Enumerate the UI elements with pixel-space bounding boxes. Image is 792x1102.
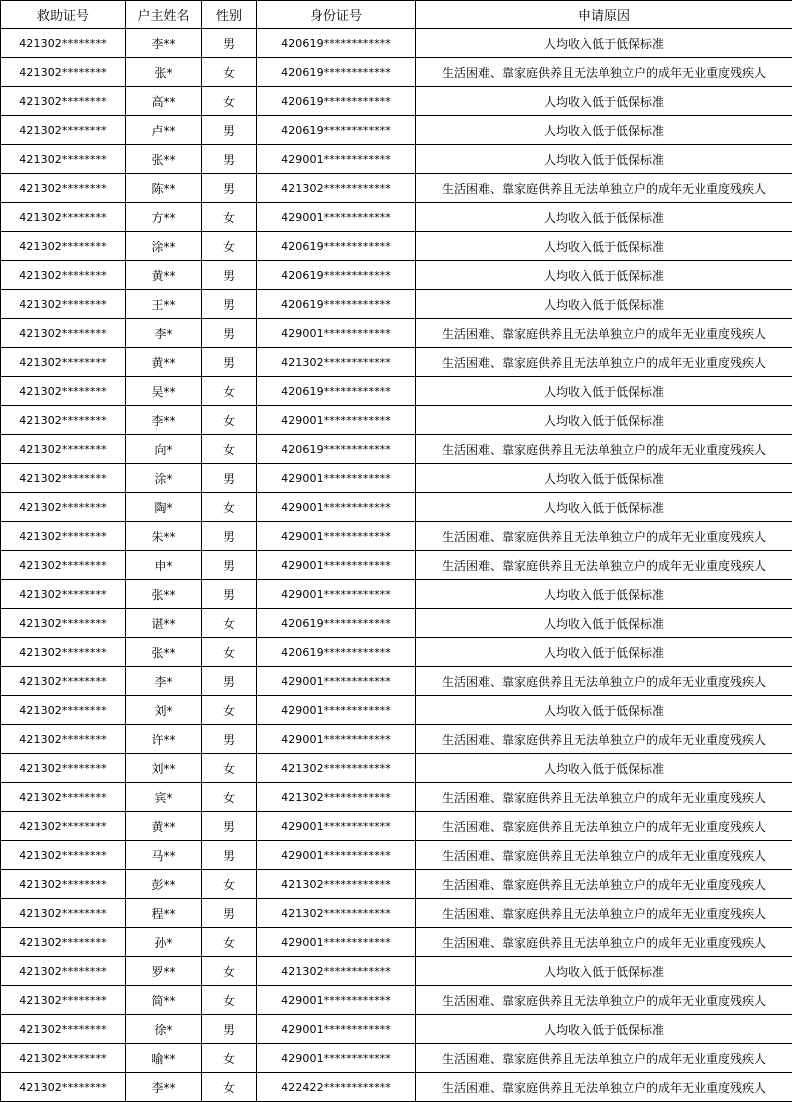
reason-cell: 生活困难、靠家庭供养且无法单独立户的成年无业重度残疾人 bbox=[416, 812, 792, 841]
gender-cell: 女 bbox=[202, 638, 257, 667]
gender-cell: 女 bbox=[202, 870, 257, 899]
id-number-cell: 421302************ bbox=[257, 174, 416, 203]
table-row bbox=[1, 870, 792, 899]
reason-cell: 人均收入低于低保标准 bbox=[416, 261, 792, 290]
name-cell: 徐* bbox=[126, 1015, 202, 1044]
gender-cell: 男 bbox=[202, 667, 257, 696]
reason-cell: 人均收入低于低保标准 bbox=[416, 580, 792, 609]
name-cell: 彭** bbox=[126, 870, 202, 899]
table-row bbox=[1, 261, 792, 290]
id-number-cell: 420619************ bbox=[257, 87, 416, 116]
table-row bbox=[1, 1015, 792, 1044]
id-number-cell: 420619************ bbox=[257, 261, 416, 290]
header-householder-name: 户主姓名 bbox=[126, 1, 202, 29]
gender-cell: 男 bbox=[202, 116, 257, 145]
gender-cell: 男 bbox=[202, 899, 257, 928]
table-row bbox=[1, 783, 792, 812]
gender-cell: 女 bbox=[202, 377, 257, 406]
table-row bbox=[1, 232, 792, 261]
name-cell: 李* bbox=[126, 667, 202, 696]
gender-cell: 男 bbox=[202, 29, 257, 58]
id-number-cell: 429001************ bbox=[257, 928, 416, 957]
reason-cell: 生活困难、靠家庭供养且无法单独立户的成年无业重度残疾人 bbox=[416, 899, 792, 928]
reason-cell: 生活困难、靠家庭供养且无法单独立户的成年无业重度残疾人 bbox=[416, 174, 792, 203]
table-row bbox=[1, 348, 792, 377]
name-cell: 孙* bbox=[126, 928, 202, 957]
name-cell: 陶* bbox=[126, 493, 202, 522]
id-number-cell: 421302************ bbox=[257, 957, 416, 986]
reason-cell: 人均收入低于低保标准 bbox=[416, 290, 792, 319]
gender-cell: 女 bbox=[202, 609, 257, 638]
relief-id-cell: 421302******** bbox=[1, 145, 126, 174]
reason-cell: 生活困难、靠家庭供养且无法单独立户的成年无业重度残疾人 bbox=[416, 725, 792, 754]
reason-cell: 生活困难、靠家庭供养且无法单独立户的成年无业重度残疾人 bbox=[416, 348, 792, 377]
reason-cell: 生活困难、靠家庭供养且无法单独立户的成年无业重度残疾人 bbox=[416, 1073, 792, 1102]
relief-id-cell: 421302******** bbox=[1, 638, 126, 667]
name-cell: 宾* bbox=[126, 783, 202, 812]
name-cell: 涂* bbox=[126, 464, 202, 493]
name-cell: 刘* bbox=[126, 696, 202, 725]
gender-cell: 男 bbox=[202, 580, 257, 609]
id-number-cell: 420619************ bbox=[257, 29, 416, 58]
gender-cell: 女 bbox=[202, 435, 257, 464]
table-row bbox=[1, 406, 792, 435]
name-cell: 高** bbox=[126, 87, 202, 116]
table-row bbox=[1, 29, 792, 58]
name-cell: 申* bbox=[126, 551, 202, 580]
id-number-cell: 421302************ bbox=[257, 348, 416, 377]
name-cell: 黄** bbox=[126, 261, 202, 290]
name-cell: 吴** bbox=[126, 377, 202, 406]
gender-cell: 女 bbox=[202, 957, 257, 986]
reason-cell: 人均收入低于低保标准 bbox=[416, 87, 792, 116]
header-row bbox=[1, 1, 792, 29]
reason-cell: 生活困难、靠家庭供养且无法单独立户的成年无业重度残疾人 bbox=[416, 551, 792, 580]
reason-cell: 人均收入低于低保标准 bbox=[416, 203, 792, 232]
relief-id-cell: 421302******** bbox=[1, 551, 126, 580]
reason-cell: 人均收入低于低保标准 bbox=[416, 1015, 792, 1044]
gender-cell: 男 bbox=[202, 812, 257, 841]
reason-cell: 生活困难、靠家庭供养且无法单独立户的成年无业重度残疾人 bbox=[416, 1044, 792, 1073]
name-cell: 许** bbox=[126, 725, 202, 754]
reason-cell: 生活困难、靠家庭供养且无法单独立户的成年无业重度残疾人 bbox=[416, 928, 792, 957]
header-relief-id: 救助证号 bbox=[1, 1, 126, 29]
name-cell: 王** bbox=[126, 290, 202, 319]
relief-id-cell: 421302******** bbox=[1, 1044, 126, 1073]
relief-id-cell: 421302******** bbox=[1, 754, 126, 783]
table-row bbox=[1, 551, 792, 580]
id-number-cell: 420619************ bbox=[257, 116, 416, 145]
reason-cell: 人均收入低于低保标准 bbox=[416, 116, 792, 145]
reason-cell: 生活困难、靠家庭供养且无法单独立户的成年无业重度残疾人 bbox=[416, 783, 792, 812]
relief-id-cell: 421302******** bbox=[1, 725, 126, 754]
relief-id-cell: 421302******** bbox=[1, 29, 126, 58]
id-number-cell: 421302************ bbox=[257, 899, 416, 928]
id-number-cell: 420619************ bbox=[257, 435, 416, 464]
name-cell: 朱** bbox=[126, 522, 202, 551]
gender-cell: 女 bbox=[202, 696, 257, 725]
id-number-cell: 429001************ bbox=[257, 406, 416, 435]
id-number-cell: 429001************ bbox=[257, 841, 416, 870]
name-cell: 马** bbox=[126, 841, 202, 870]
table-row bbox=[1, 319, 792, 348]
relief-id-cell: 421302******** bbox=[1, 696, 126, 725]
name-cell: 张** bbox=[126, 638, 202, 667]
name-cell: 陈** bbox=[126, 174, 202, 203]
gender-cell: 男 bbox=[202, 464, 257, 493]
table-row bbox=[1, 812, 792, 841]
name-cell: 张* bbox=[126, 58, 202, 87]
gender-cell: 男 bbox=[202, 1015, 257, 1044]
id-number-cell: 429001************ bbox=[257, 522, 416, 551]
id-number-cell: 420619************ bbox=[257, 232, 416, 261]
reason-cell: 生活困难、靠家庭供养且无法单独立户的成年无业重度残疾人 bbox=[416, 435, 792, 464]
table-row bbox=[1, 377, 792, 406]
relief-id-cell: 421302******** bbox=[1, 493, 126, 522]
gender-cell: 女 bbox=[202, 232, 257, 261]
relief-id-cell: 421302******** bbox=[1, 435, 126, 464]
relief-id-cell: 421302******** bbox=[1, 812, 126, 841]
gender-cell: 女 bbox=[202, 1044, 257, 1073]
table-row bbox=[1, 145, 792, 174]
relief-id-cell: 421302******** bbox=[1, 899, 126, 928]
id-number-cell: 421302************ bbox=[257, 754, 416, 783]
name-cell: 向* bbox=[126, 435, 202, 464]
gender-cell: 女 bbox=[202, 406, 257, 435]
gender-cell: 男 bbox=[202, 319, 257, 348]
name-cell: 李** bbox=[126, 406, 202, 435]
id-number-cell: 429001************ bbox=[257, 203, 416, 232]
reason-cell: 生活困难、靠家庭供养且无法单独立户的成年无业重度残疾人 bbox=[416, 841, 792, 870]
gender-cell: 女 bbox=[202, 754, 257, 783]
header-reason: 申请原因 bbox=[416, 1, 792, 29]
table-row bbox=[1, 899, 792, 928]
id-number-cell: 429001************ bbox=[257, 812, 416, 841]
gender-cell: 女 bbox=[202, 203, 257, 232]
name-cell: 李* bbox=[126, 319, 202, 348]
reason-cell: 生活困难、靠家庭供养且无法单独立户的成年无业重度残疾人 bbox=[416, 870, 792, 899]
gender-cell: 女 bbox=[202, 928, 257, 957]
id-number-cell: 420619************ bbox=[257, 58, 416, 87]
table-row bbox=[1, 174, 792, 203]
table-row bbox=[1, 290, 792, 319]
table-row bbox=[1, 1044, 792, 1073]
table-row bbox=[1, 725, 792, 754]
table-row bbox=[1, 986, 792, 1015]
table-row bbox=[1, 667, 792, 696]
name-cell: 张** bbox=[126, 145, 202, 174]
name-cell: 谌** bbox=[126, 609, 202, 638]
id-number-cell: 429001************ bbox=[257, 145, 416, 174]
relief-id-cell: 421302******** bbox=[1, 290, 126, 319]
id-number-cell: 429001************ bbox=[257, 551, 416, 580]
relief-id-cell: 421302******** bbox=[1, 522, 126, 551]
reason-cell: 人均收入低于低保标准 bbox=[416, 232, 792, 261]
table-row bbox=[1, 58, 792, 87]
relief-id-cell: 421302******** bbox=[1, 58, 126, 87]
table-row bbox=[1, 609, 792, 638]
table-row bbox=[1, 841, 792, 870]
id-number-cell: 429001************ bbox=[257, 319, 416, 348]
relief-id-cell: 421302******** bbox=[1, 464, 126, 493]
relief-id-cell: 421302******** bbox=[1, 580, 126, 609]
relief-id-cell: 421302******** bbox=[1, 377, 126, 406]
gender-cell: 女 bbox=[202, 87, 257, 116]
id-number-cell: 429001************ bbox=[257, 464, 416, 493]
id-number-cell: 429001************ bbox=[257, 725, 416, 754]
reason-cell: 生活困难、靠家庭供养且无法单独立户的成年无业重度残疾人 bbox=[416, 667, 792, 696]
gender-cell: 女 bbox=[202, 58, 257, 87]
relief-id-cell: 421302******** bbox=[1, 348, 126, 377]
name-cell: 简** bbox=[126, 986, 202, 1015]
gender-cell: 男 bbox=[202, 145, 257, 174]
relief-id-cell: 421302******** bbox=[1, 986, 126, 1015]
relief-id-cell: 421302******** bbox=[1, 319, 126, 348]
relief-id-cell: 421302******** bbox=[1, 928, 126, 957]
id-number-cell: 420619************ bbox=[257, 638, 416, 667]
gender-cell: 男 bbox=[202, 841, 257, 870]
id-number-cell: 429001************ bbox=[257, 1015, 416, 1044]
table-row bbox=[1, 1073, 792, 1102]
reason-cell: 人均收入低于低保标准 bbox=[416, 145, 792, 174]
relief-id-cell: 421302******** bbox=[1, 232, 126, 261]
gender-cell: 男 bbox=[202, 725, 257, 754]
id-number-cell: 429001************ bbox=[257, 580, 416, 609]
table-row bbox=[1, 87, 792, 116]
gender-cell: 女 bbox=[202, 1073, 257, 1102]
table-row bbox=[1, 435, 792, 464]
gender-cell: 男 bbox=[202, 551, 257, 580]
reason-cell: 人均收入低于低保标准 bbox=[416, 29, 792, 58]
relief-id-cell: 421302******** bbox=[1, 957, 126, 986]
name-cell: 程** bbox=[126, 899, 202, 928]
table-row bbox=[1, 493, 792, 522]
reason-cell: 人均收入低于低保标准 bbox=[416, 406, 792, 435]
gender-cell: 男 bbox=[202, 348, 257, 377]
name-cell: 喻** bbox=[126, 1044, 202, 1073]
reason-cell: 人均收入低于低保标准 bbox=[416, 957, 792, 986]
gender-cell: 男 bbox=[202, 290, 257, 319]
name-cell: 方** bbox=[126, 203, 202, 232]
relief-id-cell: 421302******** bbox=[1, 174, 126, 203]
reason-cell: 人均收入低于低保标准 bbox=[416, 377, 792, 406]
id-number-cell: 422422************ bbox=[257, 1073, 416, 1102]
id-number-cell: 420619************ bbox=[257, 609, 416, 638]
gender-cell: 男 bbox=[202, 174, 257, 203]
relief-id-cell: 421302******** bbox=[1, 667, 126, 696]
reason-cell: 生活困难、靠家庭供养且无法单独立户的成年无业重度残疾人 bbox=[416, 522, 792, 551]
reason-cell: 人均收入低于低保标准 bbox=[416, 493, 792, 522]
gender-cell: 女 bbox=[202, 783, 257, 812]
reason-cell: 人均收入低于低保标准 bbox=[416, 464, 792, 493]
name-cell: 涂** bbox=[126, 232, 202, 261]
table-row bbox=[1, 696, 792, 725]
relief-id-cell: 421302******** bbox=[1, 1073, 126, 1102]
name-cell: 李** bbox=[126, 1073, 202, 1102]
id-number-cell: 429001************ bbox=[257, 986, 416, 1015]
reason-cell: 人均收入低于低保标准 bbox=[416, 609, 792, 638]
table-row bbox=[1, 116, 792, 145]
name-cell: 刘** bbox=[126, 754, 202, 783]
reason-cell: 人均收入低于低保标准 bbox=[416, 754, 792, 783]
table-row bbox=[1, 580, 792, 609]
id-number-cell: 429001************ bbox=[257, 696, 416, 725]
gender-cell: 女 bbox=[202, 986, 257, 1015]
table-row bbox=[1, 203, 792, 232]
name-cell: 张** bbox=[126, 580, 202, 609]
relief-id-cell: 421302******** bbox=[1, 870, 126, 899]
reason-cell: 生活困难、靠家庭供养且无法单独立户的成年无业重度残疾人 bbox=[416, 58, 792, 87]
id-number-cell: 429001************ bbox=[257, 1044, 416, 1073]
id-number-cell: 420619************ bbox=[257, 290, 416, 319]
relief-id-cell: 421302******** bbox=[1, 116, 126, 145]
name-cell: 卢** bbox=[126, 116, 202, 145]
relief-id-cell: 421302******** bbox=[1, 609, 126, 638]
table-row bbox=[1, 522, 792, 551]
id-number-cell: 420619************ bbox=[257, 377, 416, 406]
header-id-number: 身份证号 bbox=[257, 1, 416, 29]
relief-id-cell: 421302******** bbox=[1, 783, 126, 812]
id-number-cell: 429001************ bbox=[257, 493, 416, 522]
header-gender: 性别 bbox=[202, 1, 257, 29]
relief-id-cell: 421302******** bbox=[1, 1015, 126, 1044]
id-number-cell: 429001************ bbox=[257, 667, 416, 696]
name-cell: 黄** bbox=[126, 348, 202, 377]
gender-cell: 男 bbox=[202, 522, 257, 551]
reason-cell: 生活困难、靠家庭供养且无法单独立户的成年无业重度残疾人 bbox=[416, 319, 792, 348]
relief-id-cell: 421302******** bbox=[1, 841, 126, 870]
gender-cell: 男 bbox=[202, 261, 257, 290]
relief-id-cell: 421302******** bbox=[1, 406, 126, 435]
table-row bbox=[1, 928, 792, 957]
relief-id-cell: 421302******** bbox=[1, 87, 126, 116]
name-cell: 罗** bbox=[126, 957, 202, 986]
relief-id-cell: 421302******** bbox=[1, 203, 126, 232]
id-number-cell: 421302************ bbox=[257, 870, 416, 899]
table-body bbox=[1, 29, 792, 1102]
reason-cell: 人均收入低于低保标准 bbox=[416, 696, 792, 725]
table-row bbox=[1, 957, 792, 986]
relief-id-cell: 421302******** bbox=[1, 261, 126, 290]
reason-cell: 人均收入低于低保标准 bbox=[416, 638, 792, 667]
table-row bbox=[1, 754, 792, 783]
name-cell: 李** bbox=[126, 29, 202, 58]
table-row bbox=[1, 638, 792, 667]
reason-cell: 生活困难、靠家庭供养且无法单独立户的成年无业重度残疾人 bbox=[416, 986, 792, 1015]
id-number-cell: 421302************ bbox=[257, 783, 416, 812]
table-row bbox=[1, 464, 792, 493]
name-cell: 黄** bbox=[126, 812, 202, 841]
gender-cell: 女 bbox=[202, 493, 257, 522]
